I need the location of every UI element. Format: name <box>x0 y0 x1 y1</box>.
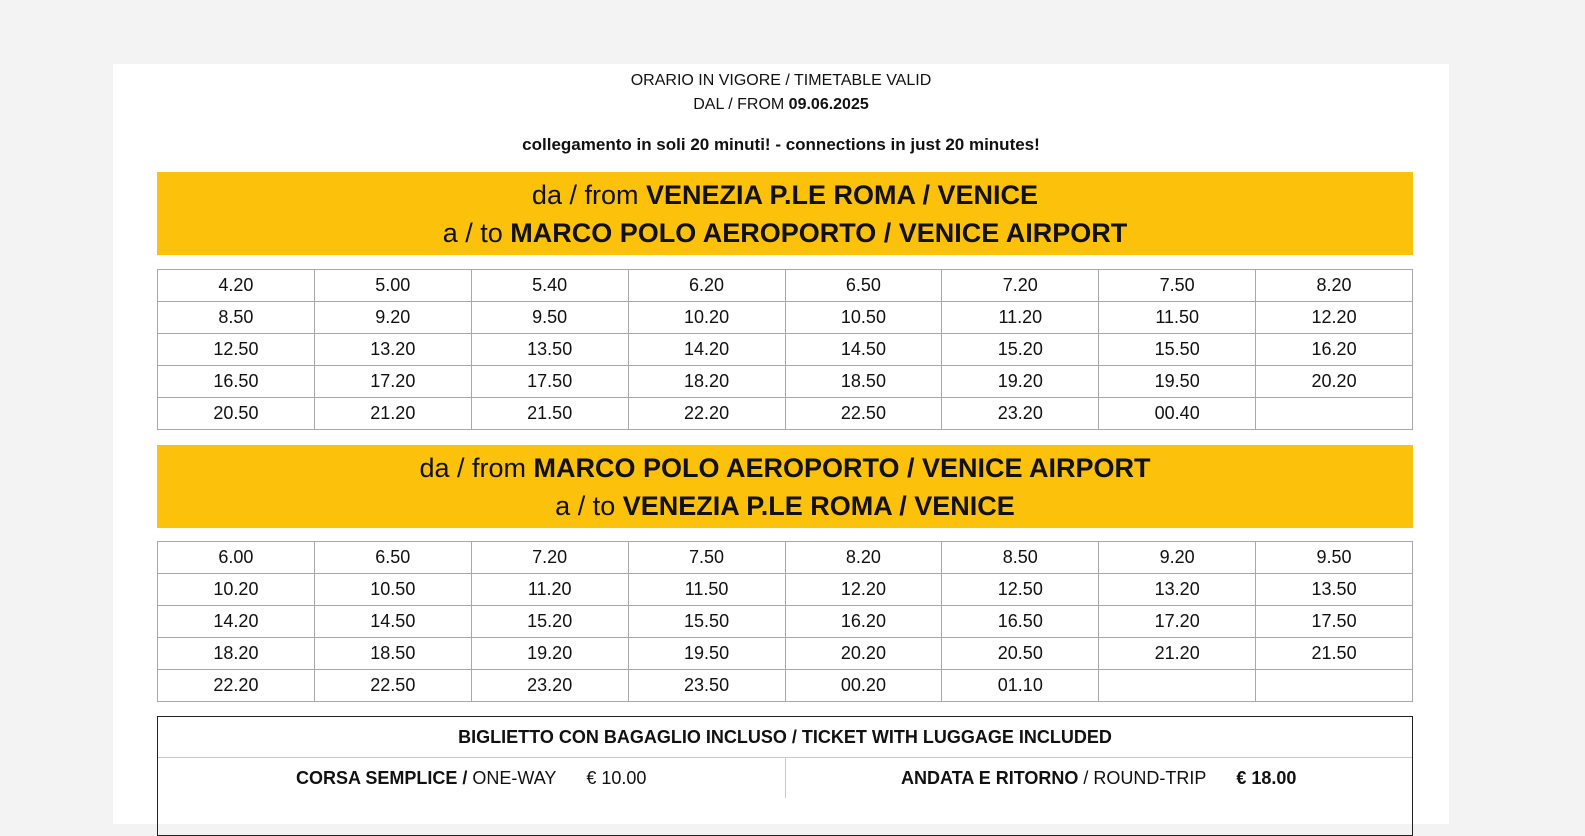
departure-time-cell: 6.20 <box>628 270 785 302</box>
departure-time-cell: 01.10 <box>942 670 1099 702</box>
departure-time-cell: 7.20 <box>942 270 1099 302</box>
departure-time-cell: 11.50 <box>1099 302 1256 334</box>
validity-date: 09.06.2025 <box>788 96 869 113</box>
validity-prefix: DAL / FROM <box>693 96 785 113</box>
departure-time-cell <box>1256 670 1413 702</box>
table-row <box>158 606 1413 638</box>
departure-time-cell: 7.50 <box>628 542 785 574</box>
oneway-price: € 10.00 <box>586 768 647 788</box>
departure-time-cell: 17.50 <box>471 366 628 398</box>
oneway-fare <box>158 758 785 798</box>
table-row <box>158 302 1413 334</box>
departure-time-cell: 11.50 <box>628 574 785 606</box>
table-row <box>158 638 1413 670</box>
departure-time-cell: 10.20 <box>628 302 785 334</box>
timetable-to-venice <box>157 541 1413 702</box>
departure-time-cell: 15.50 <box>628 606 785 638</box>
ticket-title: BIGLIETTO CON BAGAGLIO INCLUSO / TICKET WITH LUGGAGE INCLUDED <box>158 717 1412 758</box>
departure-time-cell: 9.50 <box>1256 542 1413 574</box>
roundtrip-label-it: ANDATA E RITORNO <box>901 768 1079 788</box>
from-name: VENEZIA P.LE ROMA / VENICE <box>645 180 1039 210</box>
departure-time-cell: 22.20 <box>628 398 785 430</box>
departure-time-cell: 19.50 <box>1099 366 1256 398</box>
departure-time-cell: 9.20 <box>314 302 471 334</box>
departure-time-cell: 6.50 <box>785 270 942 302</box>
departure-time-cell: 12.50 <box>158 334 315 366</box>
to-prefix: a / to <box>442 218 503 248</box>
departure-time-cell: 18.20 <box>628 366 785 398</box>
departure-time-cell: 17.20 <box>1099 606 1256 638</box>
from-prefix: da / from <box>531 180 639 210</box>
departure-time-cell: 21.20 <box>1099 638 1256 670</box>
tagline: collegamento in soli 20 minuti! - connections in just 20 minutes! <box>522 135 1040 154</box>
departure-time-cell: 22.50 <box>785 398 942 430</box>
departure-time-cell: 8.50 <box>158 302 315 334</box>
route-from-line <box>157 449 1413 487</box>
departure-time-cell: 20.50 <box>942 638 1099 670</box>
departure-time-cell: 00.40 <box>1099 398 1256 430</box>
departure-time-cell: 19.20 <box>942 366 1099 398</box>
departure-time-cell: 23.50 <box>628 670 785 702</box>
validity-date-line <box>113 96 1449 114</box>
departure-time-cell: 16.50 <box>942 606 1099 638</box>
departure-time-cell: 10.20 <box>158 574 315 606</box>
ticket-prices <box>158 758 1412 798</box>
table-row <box>158 574 1413 606</box>
oneway-label-en: ONE-WAY <box>467 768 557 788</box>
departure-time-cell: 00.20 <box>785 670 942 702</box>
route-from-line <box>157 176 1413 214</box>
table-row <box>158 542 1413 574</box>
departure-time-cell: 20.20 <box>785 638 942 670</box>
to-name: MARCO POLO AEROPORTO / VENICE AIRPORT <box>510 218 1128 248</box>
departure-time-cell: 6.50 <box>314 542 471 574</box>
from-name: MARCO POLO AEROPORTO / VENICE AIRPORT <box>533 453 1151 483</box>
departure-time-cell: 4.20 <box>158 270 315 302</box>
departure-time-cell: 14.20 <box>628 334 785 366</box>
departure-time-cell: 16.20 <box>1256 334 1413 366</box>
departure-time-cell: 18.20 <box>158 638 315 670</box>
departure-time-cell: 23.20 <box>942 398 1099 430</box>
departure-time-cell: 15.20 <box>942 334 1099 366</box>
departure-time-cell: 7.20 <box>471 542 628 574</box>
departure-time-cell <box>1256 398 1413 430</box>
departure-time-cell: 11.20 <box>942 302 1099 334</box>
departure-time-cell: 13.50 <box>1256 574 1413 606</box>
table-row <box>158 670 1413 702</box>
table-row <box>158 366 1413 398</box>
departure-time-cell: 6.00 <box>158 542 315 574</box>
ticket-info <box>157 716 1413 836</box>
table-row <box>158 334 1413 366</box>
departure-time-cell: 15.20 <box>471 606 628 638</box>
departure-time-cell: 14.50 <box>785 334 942 366</box>
departure-time-cell: 5.00 <box>314 270 471 302</box>
departure-time-cell: 17.20 <box>314 366 471 398</box>
roundtrip-fare <box>785 758 1413 798</box>
departure-time-cell: 22.50 <box>314 670 471 702</box>
departure-time-cell: 13.20 <box>314 334 471 366</box>
departure-time-cell: 5.40 <box>471 270 628 302</box>
departure-time-cell <box>1099 670 1256 702</box>
departure-time-cell: 7.50 <box>1099 270 1256 302</box>
to-name: VENEZIA P.LE ROMA / VENICE <box>622 491 1015 521</box>
departure-time-cell: 16.50 <box>158 366 315 398</box>
departure-time-cell: 23.20 <box>471 670 628 702</box>
validity-heading: ORARIO IN VIGORE / TIMETABLE VALID <box>630 72 932 89</box>
departure-time-cell: 19.50 <box>628 638 785 670</box>
departure-time-cell: 11.20 <box>471 574 628 606</box>
to-prefix: a / to <box>555 491 616 521</box>
from-prefix: da / from <box>419 453 526 483</box>
departure-time-cell: 18.50 <box>314 638 471 670</box>
departure-time-cell: 8.20 <box>1256 270 1413 302</box>
departure-time-cell: 15.50 <box>1099 334 1256 366</box>
departure-time-cell: 13.50 <box>471 334 628 366</box>
departure-time-cell: 10.50 <box>785 302 942 334</box>
departure-time-cell: 19.20 <box>471 638 628 670</box>
roundtrip-label-en: / ROUND-TRIP <box>1078 768 1207 788</box>
departure-time-cell: 14.20 <box>158 606 315 638</box>
route-banner-to-airport <box>157 172 1413 255</box>
route-to-line <box>157 487 1413 525</box>
departure-time-cell: 16.20 <box>785 606 942 638</box>
departure-time-cell: 20.20 <box>1256 366 1413 398</box>
departure-time-cell: 8.50 <box>942 542 1099 574</box>
departure-time-cell: 13.20 <box>1099 574 1256 606</box>
departure-time-cell: 18.50 <box>785 366 942 398</box>
departure-time-cell: 14.50 <box>314 606 471 638</box>
route-banner-to-venice <box>157 445 1413 528</box>
departure-time-cell: 10.50 <box>314 574 471 606</box>
timetable-to-airport <box>157 269 1413 430</box>
departure-time-cell: 9.20 <box>1099 542 1256 574</box>
departure-time-cell: 12.20 <box>1256 302 1413 334</box>
departure-time-cell: 12.20 <box>785 574 942 606</box>
departure-time-cell: 17.50 <box>1256 606 1413 638</box>
route-to-line <box>157 214 1413 252</box>
departure-time-cell: 22.20 <box>158 670 315 702</box>
table-row <box>158 270 1413 302</box>
oneway-label-it: CORSA SEMPLICE / <box>296 768 468 788</box>
departure-time-cell: 12.50 <box>942 574 1099 606</box>
departure-time-cell: 8.20 <box>785 542 942 574</box>
timetable-page <box>113 64 1449 824</box>
departure-time-cell: 21.50 <box>1256 638 1413 670</box>
table-row <box>158 398 1413 430</box>
departure-time-cell: 21.50 <box>471 398 628 430</box>
departure-time-cell: 20.50 <box>158 398 315 430</box>
roundtrip-price: € 18.00 <box>1236 768 1297 788</box>
departure-time-cell: 9.50 <box>471 302 628 334</box>
departure-time-cell: 21.20 <box>314 398 471 430</box>
